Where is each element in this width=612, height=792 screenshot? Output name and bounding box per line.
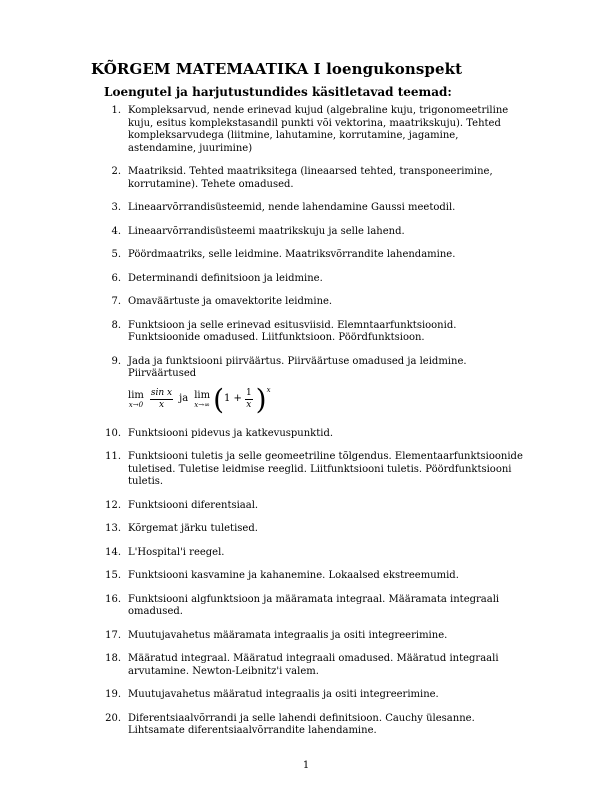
fraction-denominator: x (246, 400, 252, 410)
topic-number: 3. (111, 202, 121, 213)
topic-item-13 (104, 523, 524, 536)
topic-text: L'Hospital'i reegel. (128, 546, 225, 558)
topic-item-6 (104, 273, 524, 286)
topic-item-9 (104, 356, 524, 418)
topic-text: Lineaarvõrrandisüsteemid, nende lahendamine Gaussi meetodil. (128, 202, 456, 213)
topic-number: 15. (105, 570, 121, 581)
topic-item-1 (104, 105, 524, 155)
topic-text: Determinandi definitsioon ja leidmine. (128, 272, 323, 284)
lim-subscript: x→∞ (194, 400, 210, 409)
topic-text: Jada ja funktsiooni piirväärtus. Piirväärtuse omadused ja leidmine. Piirväärtused (128, 355, 467, 379)
topic-text: Omaväärtuste ja omavektorite leidmine. (128, 296, 333, 307)
lim-subscript: x→0 (128, 400, 144, 409)
topic-number: 2. (111, 166, 121, 177)
topic-text: Funktsiooni algfunktsioon ja määramata integraal. Määramata integraali omadused. (128, 593, 500, 617)
topic-item-17 (104, 630, 524, 643)
page-title: KÕRGEM MATEMAATIKA I loengukonspekt (91, 60, 463, 78)
topic-text: Funktsiooni diferentsiaal. (128, 499, 259, 511)
fraction-denominator: x (158, 400, 165, 410)
one-plus: 1 + (224, 393, 242, 405)
topic-number: 14. (105, 546, 121, 558)
topic-number: 8. (111, 319, 121, 331)
topic-text: Lineaarvõrrandisüsteemi maatrikskuju ja selle lahend. (128, 225, 405, 237)
topic-item-20 (104, 713, 524, 738)
topic-item-3 (104, 202, 524, 215)
topic-number: 9. (111, 355, 121, 367)
exponent: x (266, 385, 271, 394)
topic-item-7 (104, 296, 524, 309)
topic-text: Muutujavahetus määramata integraalis ja ositi integreerimine. (128, 629, 448, 641)
topic-number: 11. (105, 451, 121, 462)
topic-item-11 (104, 451, 524, 489)
topic-item-5 (104, 249, 524, 262)
topic-number: 19. (105, 689, 121, 700)
topic-number: 12. (105, 499, 121, 511)
topic-number: 20. (105, 712, 121, 724)
topic-text: Maatriksid. Tehted maatriksitega (lineaarsed tehted, transponeerimine, korrutamine). Tehete omadused. (128, 166, 493, 190)
topic-number: 13. (105, 523, 121, 534)
limit-operator-2 (194, 391, 210, 409)
fraction-one-over-x (245, 388, 253, 411)
topic-number: 10. (105, 427, 121, 439)
topic-text: Diferentsiaalvõrrandi ja selle lahendi definitsioon. Cauchy ülesanne. Lihtsamate diferentsiaalvõrrandite lahendamine. (128, 712, 475, 736)
topic-text: Funktsiooni kasvamine ja kahanemine. Lokaalsed ekstreemumid. (128, 570, 459, 581)
lim-word: lim (128, 389, 144, 401)
fraction-numerator: 1 (245, 388, 252, 398)
topic-item-10 (104, 428, 524, 441)
topic-item-19 (104, 689, 524, 702)
left-parenthesis: ( (213, 382, 225, 416)
topic-item-2 (104, 166, 524, 191)
topic-item-15 (104, 570, 524, 583)
fraction-numerator: sin x (150, 388, 173, 398)
topic-text: Pöördmaatriks, selle leidmine. Maatriksvõrrandite lahendamine. (128, 249, 456, 260)
topic-number: 4. (111, 225, 121, 237)
section-heading: Loengutel ja harjutustundides käsitletavad teemad: (104, 85, 452, 99)
topic-text: Funktsiooni tuletis ja selle geomeetriline tõlgendus. Elementaarfunktsioonide tuletised. Tuletise leidmise reeglid. Liitfunktsiooni tuletis. Pöördfunktsiooni tuletis. (128, 451, 523, 487)
topic-item-4 (104, 226, 524, 239)
topic-number: 1. (111, 105, 121, 116)
topic-item-14 (104, 547, 524, 560)
right-parenthesis: ) (255, 382, 267, 416)
topic-item-8 (104, 320, 524, 345)
topic-item-12 (104, 500, 524, 513)
topic-text: Kõrgemat järku tuletised. (128, 523, 258, 534)
fraction-sin-x-over-x (150, 388, 173, 411)
topic-number: 17. (105, 629, 121, 641)
topic-item-16 (104, 594, 524, 619)
limit-formula (128, 382, 524, 418)
topic-text: Funktsioon ja selle erinevad esitusviisid. Elemntaarfunktsioonid. Funktsioonide omadused. Liitfunktsioon. Pöördfunktsioon. (128, 319, 457, 343)
topic-number: 6. (111, 272, 121, 284)
topic-number: 16. (105, 593, 121, 605)
topic-text: Funktsiooni pidevus ja katkevuspunktid. (128, 427, 334, 439)
page-number: 1 (302, 760, 310, 771)
topic-text: Kompleksarvud, nende erinevad kujud (algebraline kuju, trigonomeetriline kuju, esitus komplekstasandil punkti või vektorina, maatrikskuju). Tehted kompleksarvudega (liitmine, lahutamine, korrutamine, jagamine, astendamine, juurimine) (128, 105, 509, 154)
topic-text: Muutujavahetus määratud integraalis ja ositi integreerimine. (128, 689, 439, 700)
topic-number: 5. (111, 249, 121, 260)
lim-word: lim (194, 389, 211, 401)
topic-list (104, 105, 524, 749)
limit-operator-1 (128, 391, 144, 409)
conjunction: ja (179, 393, 189, 405)
topic-item-18 (104, 653, 524, 678)
topic-text: Määratud integraal. Määratud integraali omadused. Määratud integraali arvutamine. Newton-Leibnitz'i valem. (128, 653, 499, 677)
topic-number: 18. (105, 653, 121, 664)
topic-number: 7. (111, 296, 121, 307)
